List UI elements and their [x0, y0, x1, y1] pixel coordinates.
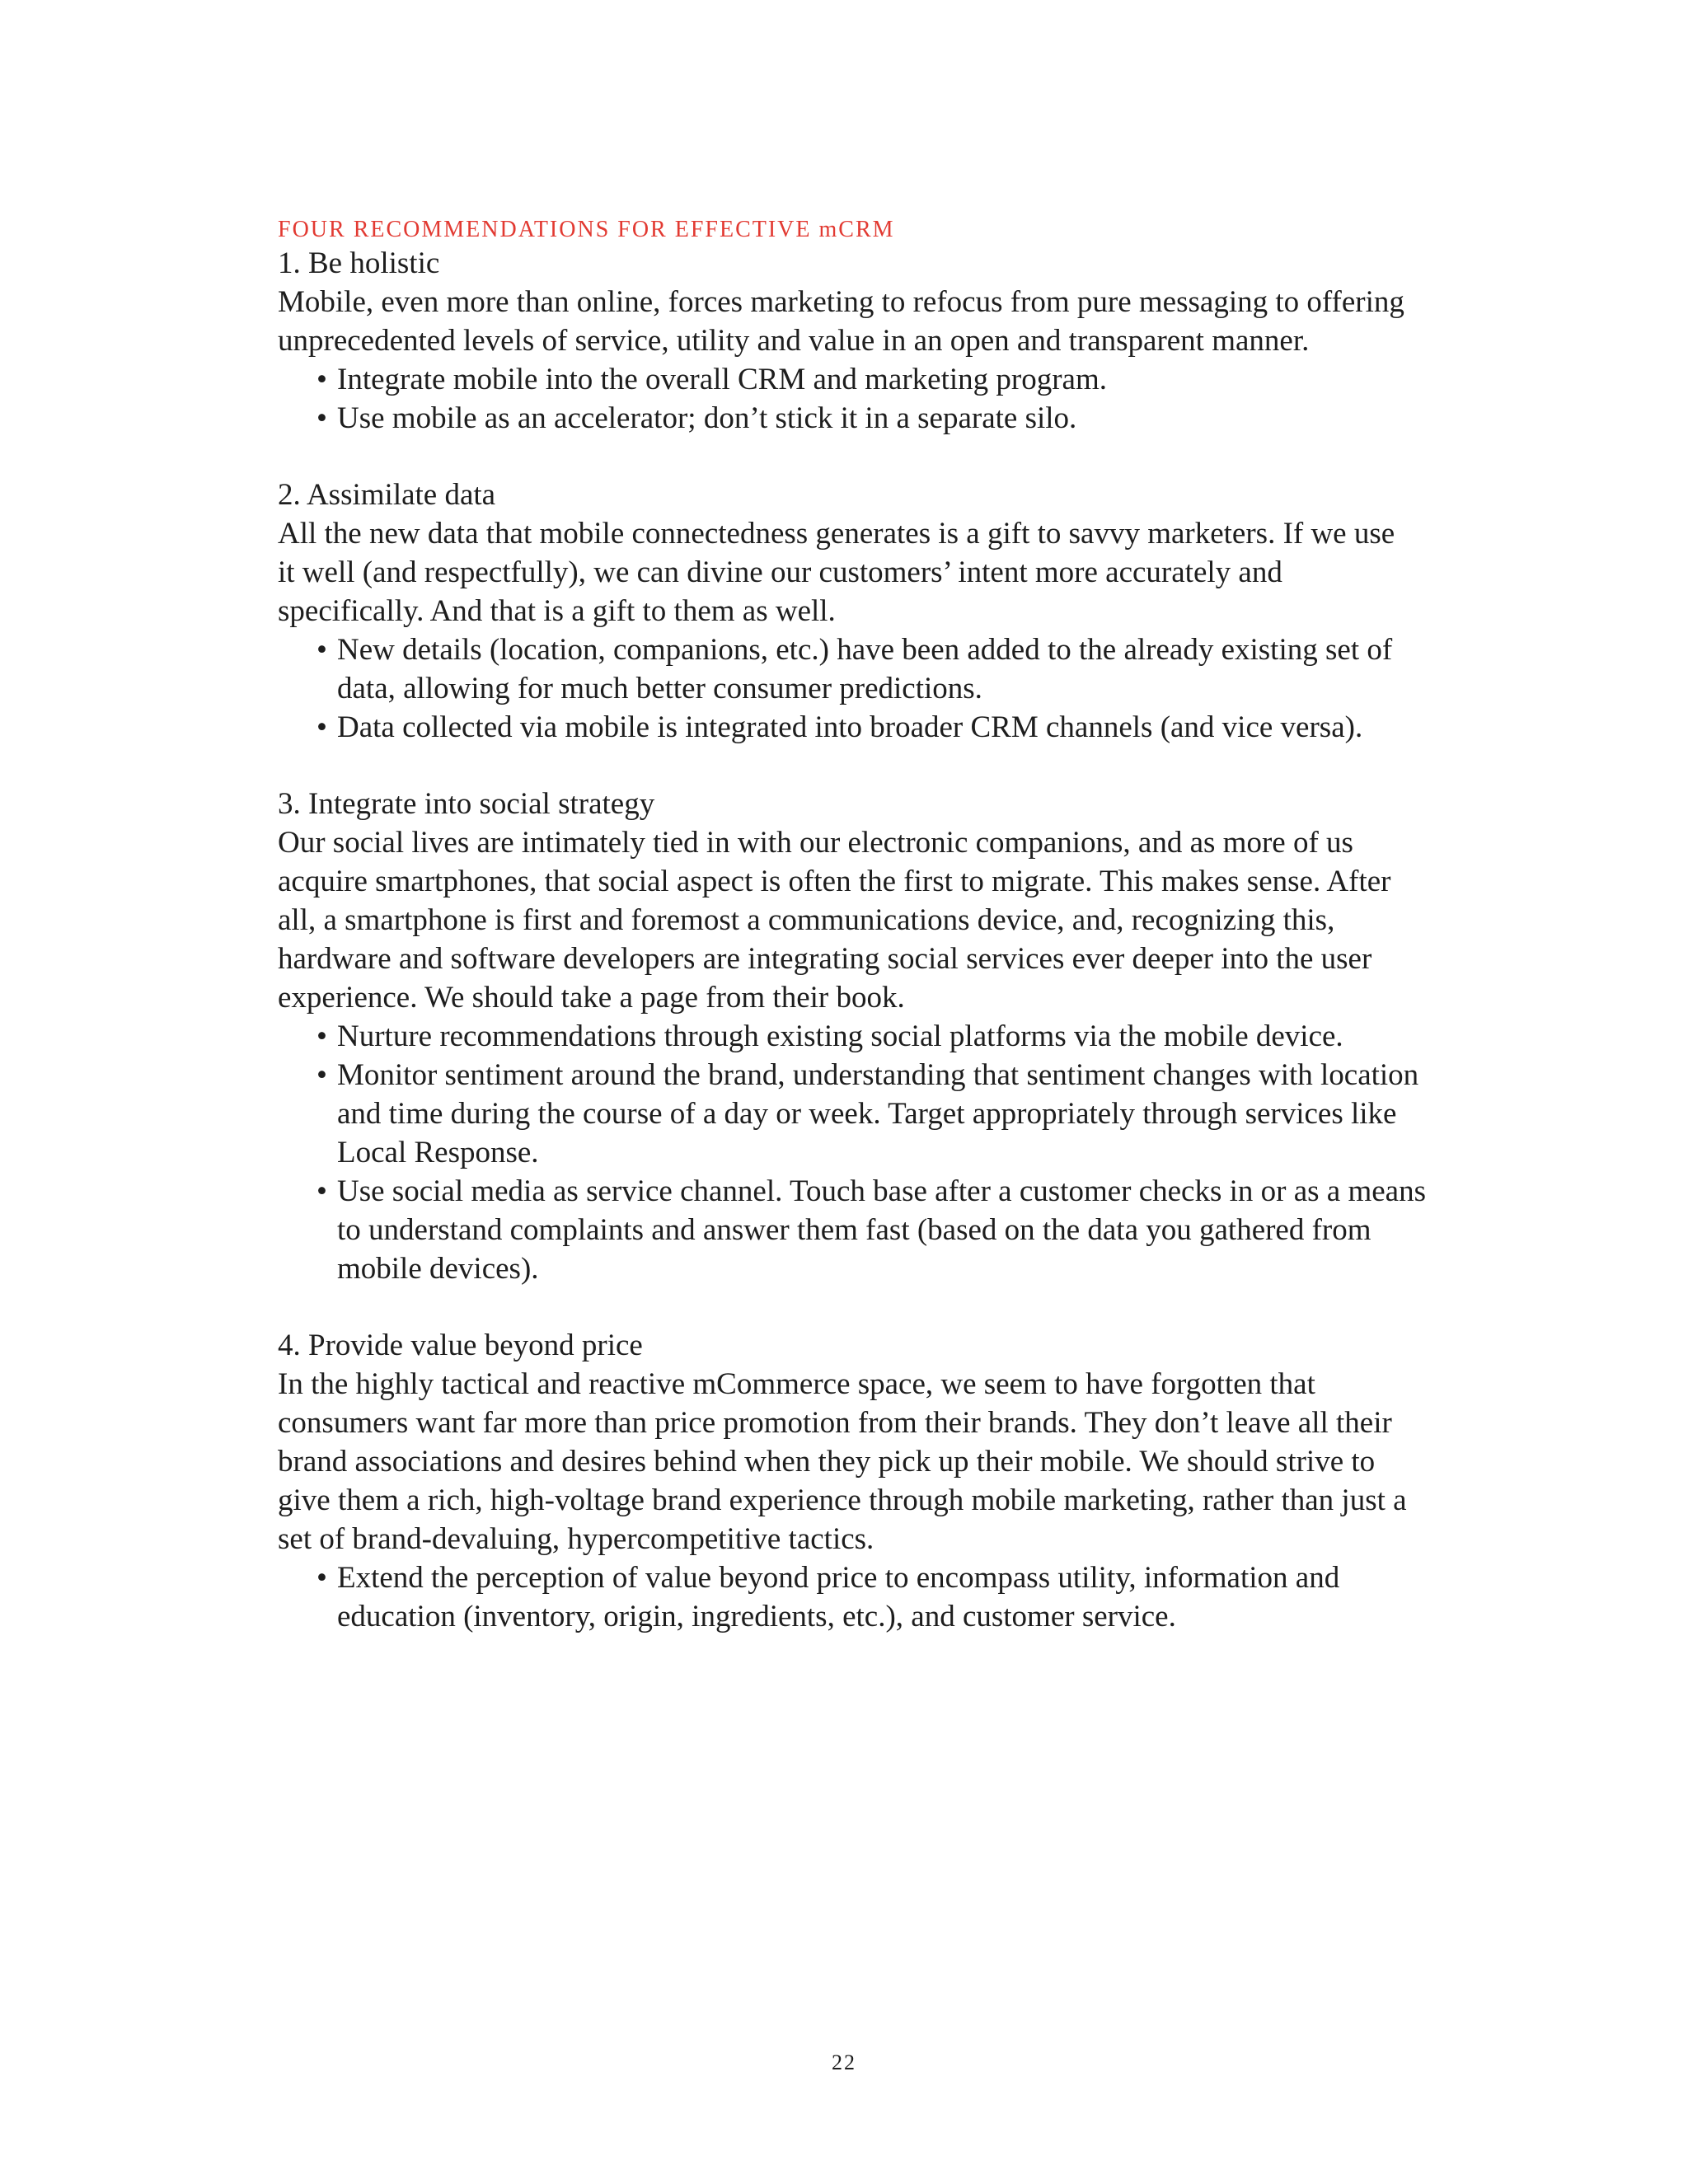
page-number: 22	[832, 2050, 856, 2074]
recommendation-body: All the new data that mobile connectedness generates is a gift to savvy marketers. If we use it well (and respectfully), we can divine our customers’ intent more accurately and specifically. And that is a gift to them as well.	[278, 517, 1395, 628]
page-content	[278, 216, 1514, 1674]
bullet-text: Integrate mobile into the overall CRM and marketing program.	[337, 363, 1107, 396]
recommendation-body: Our social lives are intimately tied in with our electronic companions, and as more of us acquire smartphones, that social aspect is often the first to migrate. This makes sense. After all, a smartphone is first and foremost a communications device, and, recognizing this, hardware and software developers are integrating social services ever deeper into the user experience. We should take a page from their book.	[278, 826, 1391, 1015]
bullet-icon: •	[316, 1019, 327, 1053]
bullet-item	[316, 399, 1450, 438]
bullet-item	[316, 1558, 1450, 1636]
bullet-item	[316, 360, 1450, 399]
bullet-text: Data collected via mobile is integrated into broader CRM channels (and vice versa).	[337, 710, 1363, 744]
recommendation-2	[278, 476, 1514, 747]
recommendation-3	[278, 785, 1514, 1288]
bullet-text: Use social media as service channel. Touch base after a customer checks in or as a means to understand complaints and answer them fast (based on the data you gathered from mobile devices).	[337, 1174, 1426, 1286]
section-heading-prefix: FOUR RECOMMENDATIONS FOR EFFECTIVE	[278, 217, 819, 242]
bullet-icon: •	[316, 1561, 327, 1595]
recommendation-4	[278, 1326, 1514, 1636]
section-heading-acronym: mCRM	[818, 217, 895, 242]
bullet-icon: •	[316, 633, 327, 667]
bullet-item	[316, 708, 1450, 747]
bullet-icon: •	[316, 363, 327, 396]
bullet-text: Monitor sentiment around the brand, understanding that sentiment changes with location and time during the course of a day or week. Target appropriately through services like Local Response.	[337, 1058, 1419, 1169]
bullet-text: Extend the perception of value beyond price to encompass utility, information and education (inventory, origin, ingredients, etc.), and customer service.	[337, 1561, 1340, 1633]
recommendation-body: In the highly tactical and reactive mCommerce space, we seem to have forgotten that consumers want far more than price promotion from their brands. They don’t leave all their brand associations and desires behind when they pick up their mobile. We should strive to give them a rich, high-voltage brand experience through mobile marketing, rather than just a set of brand-devaluing, hypercompetitive tactics.	[278, 1367, 1407, 1556]
recommendation-title: 1. Be holistic	[278, 246, 440, 280]
bullet-item	[316, 1017, 1450, 1056]
bullet-list	[278, 360, 1514, 438]
bullet-text: New details (location, companions, etc.) have been added to the already existing set of data, allowing for much better consumer predictions.	[337, 633, 1393, 705]
bullet-list	[278, 1558, 1514, 1636]
bullet-item	[316, 1172, 1450, 1288]
bullet-item	[316, 630, 1450, 708]
bullet-text: Use mobile as an accelerator; don’t stick it in a separate silo.	[337, 401, 1077, 435]
bullet-icon: •	[316, 1058, 327, 1092]
bullet-icon: •	[316, 710, 327, 744]
bullet-list	[278, 1017, 1514, 1288]
recommendation-title: 4. Provide value beyond price	[278, 1329, 643, 1362]
bullet-icon: •	[316, 1174, 327, 1208]
section-heading	[278, 216, 1514, 244]
bullet-icon: •	[316, 401, 327, 435]
recommendation-title: 3. Integrate into social strategy	[278, 787, 655, 821]
bullet-text: Nurture recommendations through existing social platforms via the mobile device.	[337, 1019, 1343, 1053]
recommendation-body: Mobile, even more than online, forces marketing to refocus from pure messaging to offering unprecedented levels of service, utility and value in an open and transparent manner.	[278, 285, 1404, 358]
bullet-item	[316, 1056, 1450, 1172]
recommendation-title: 2. Assimilate data	[278, 478, 496, 512]
recommendation-1	[278, 244, 1514, 438]
bullet-list	[278, 630, 1514, 747]
